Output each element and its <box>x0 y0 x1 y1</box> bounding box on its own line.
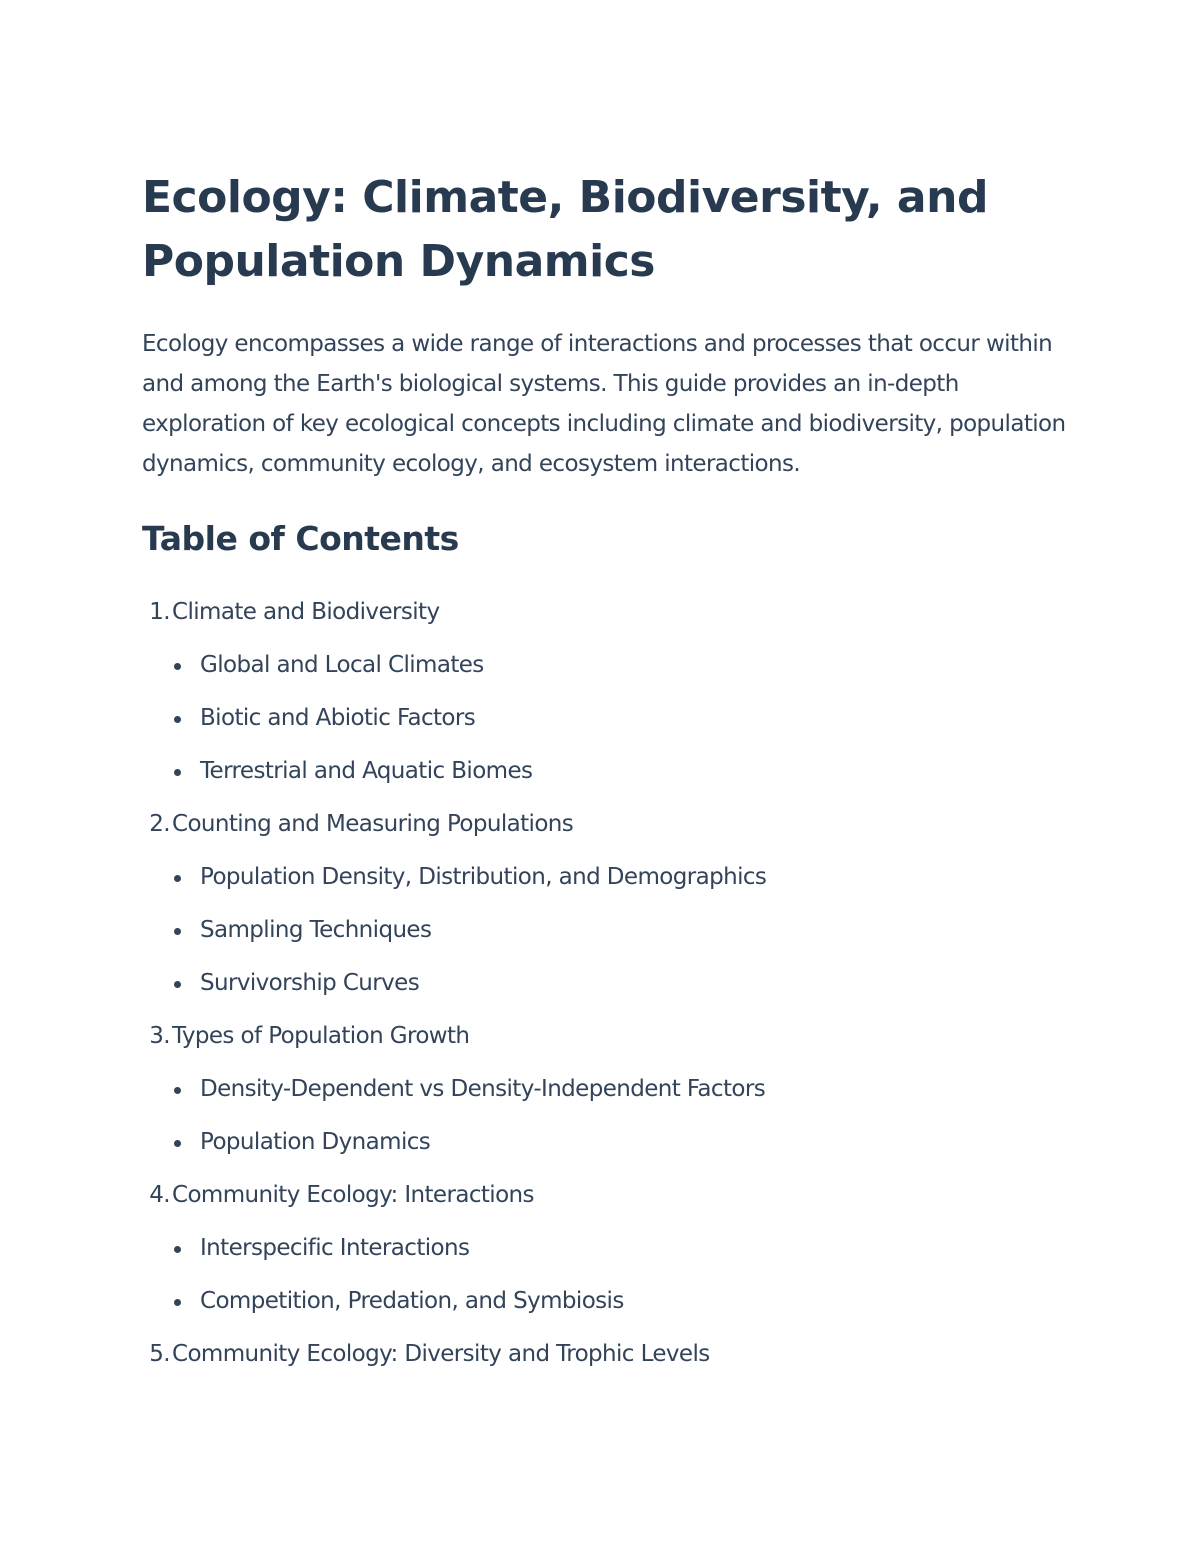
toc-subsection-list <box>142 1063 1072 1169</box>
toc-section-number: 5. <box>149 1341 170 1367</box>
toc-heading: Table of Contents <box>142 519 459 558</box>
bullet-icon <box>174 769 181 776</box>
toc-section-number: 3. <box>149 1023 170 1049</box>
toc-subsection-item <box>142 692 1072 745</box>
toc-section-row <box>142 1010 1072 1063</box>
toc-subsection-label: Terrestrial and Aquatic Biomes <box>200 758 533 784</box>
toc-subsection-item <box>142 1063 1072 1116</box>
toc-section-3 <box>142 1010 1072 1169</box>
toc-subsection-item <box>142 639 1072 692</box>
toc-section-row <box>142 1328 1072 1381</box>
bullet-icon <box>174 875 181 882</box>
toc-section-4 <box>142 1169 1072 1328</box>
toc-subsection-label: Population Dynamics <box>200 1129 431 1155</box>
toc-subsection-label: Population Density, Distribution, and Demographics <box>200 864 767 890</box>
toc-subsection-label: Survivorship Curves <box>200 970 420 996</box>
toc-subsection-item <box>142 1116 1072 1169</box>
toc-subsection-list <box>142 639 1072 798</box>
document-page <box>142 166 1072 1381</box>
bullet-icon <box>174 928 181 935</box>
toc-section-number: 2. <box>149 811 170 837</box>
toc-subsection-label: Interspecific Interactions <box>200 1235 470 1261</box>
table-of-contents <box>142 586 1072 1381</box>
toc-subsection-item <box>142 1222 1072 1275</box>
toc-section-label: Climate and Biodiversity <box>172 599 440 625</box>
toc-section-row <box>142 1169 1072 1222</box>
toc-section-label: Community Ecology: Interactions <box>172 1182 534 1208</box>
toc-subsection-item <box>142 851 1072 904</box>
intro-paragraph: Ecology encompasses a wide range of interactions and processes that occur within and among the Earth's biological systems. This guide provides an in-depth exploration of key ecological concepts including climate and biodiversity, population dynamics, community ecology, and ecosystem interactions. <box>142 331 1066 477</box>
bullet-icon <box>174 981 181 988</box>
bullet-icon <box>174 1140 181 1147</box>
page-title: Ecology: Climate, Biodiversity, and Population Dynamics <box>142 172 988 287</box>
toc-section-label: Counting and Measuring Populations <box>172 811 574 837</box>
toc-subsection-list <box>142 851 1072 1010</box>
toc-section-label: Community Ecology: Diversity and Trophic Levels <box>172 1341 710 1367</box>
toc-section-number: 4. <box>149 1182 170 1208</box>
toc-section-row <box>142 798 1072 851</box>
toc-subsection-list <box>142 1222 1072 1328</box>
toc-subsection-item <box>142 745 1072 798</box>
toc-subsection-item <box>142 957 1072 1010</box>
bullet-icon <box>174 1299 181 1306</box>
bullet-icon <box>174 663 181 670</box>
toc-section-1 <box>142 586 1072 798</box>
toc-subsection-item <box>142 1275 1072 1328</box>
toc-subsection-label: Sampling Techniques <box>200 917 432 943</box>
bullet-icon <box>174 1246 181 1253</box>
toc-section-5 <box>142 1328 1072 1381</box>
toc-subsection-label: Global and Local Climates <box>200 652 484 678</box>
bullet-icon <box>174 1087 181 1094</box>
toc-section-label: Types of Population Growth <box>172 1023 470 1049</box>
toc-subsection-label: Biotic and Abiotic Factors <box>200 705 476 731</box>
toc-section-number: 1. <box>149 599 170 625</box>
toc-subsection-item <box>142 904 1072 957</box>
toc-section-row <box>142 586 1072 639</box>
toc-section-2 <box>142 798 1072 1010</box>
toc-subsection-label: Competition, Predation, and Symbiosis <box>200 1288 624 1314</box>
toc-subsection-label: Density-Dependent vs Density-Independent Factors <box>200 1076 766 1102</box>
bullet-icon <box>174 716 181 723</box>
